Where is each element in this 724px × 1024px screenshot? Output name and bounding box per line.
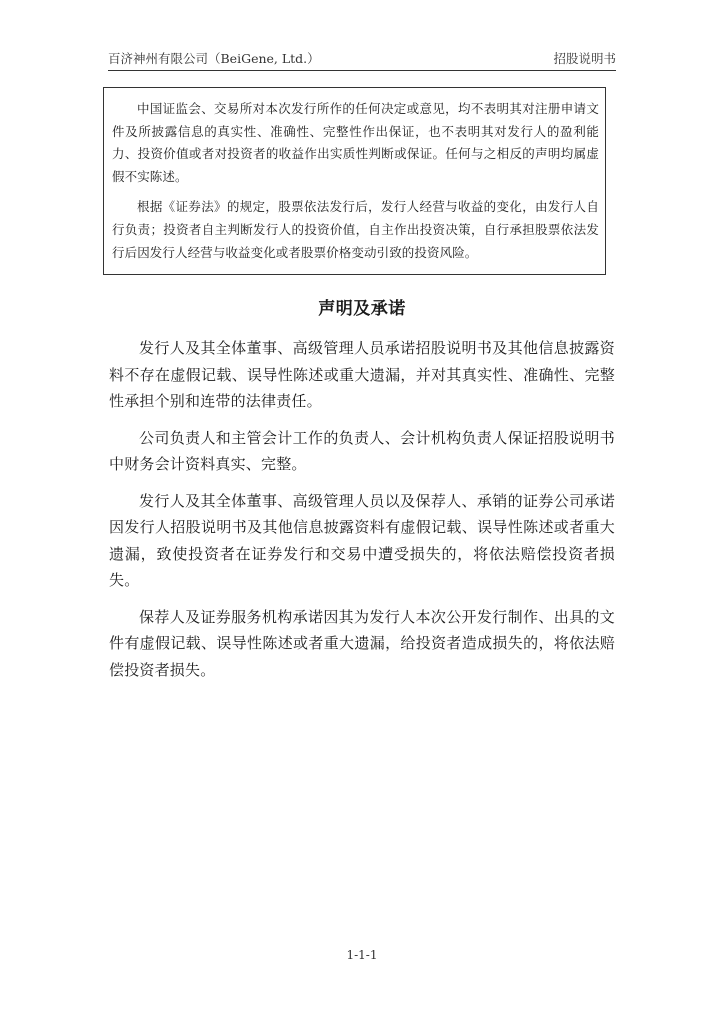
header-company-name: 百济神州有限公司（BeiGene, Ltd.） <box>108 51 320 66</box>
header-document-type: 招股说明书 <box>553 51 616 66</box>
declaration-paragraph: 保荐人及证券服务机构承诺因其为发行人本次公开发行制作、出具的文件有虚假记载、误导性陈述或者重大遗漏，给投资者造成损失的，将依法赔偿投资者损失。 <box>109 607 615 679</box>
declaration-paragraph: 发行人及其全体董事、高级管理人员以及保荐人、承销的证券公司承诺因发行人招股说明书及其他信息披露资料有虚假记载、误导性陈述或者重大遗漏，致使投资者在证券发行和交易中遭受损失的，将依法赔偿投资者损失。 <box>109 491 615 589</box>
declaration-body <box>109 335 615 683</box>
notice-paragraph: 中国证监会、交易所对本次发行所作的任何决定或意见，均不表明其对注册申请文件及所披露信息的真实性、准确性、完整性作出保证，也不表明其对发行人的盈利能力、投资价值或者对投资者的收益作出实质性判断或保证。任何与之相反的声明均属虚假不实陈述。 <box>112 101 599 184</box>
notice-paragraph: 根据《证券法》的规定，股票依法发行后，发行人经营与收益的变化，由发行人自行负责；投资者自主判断发行人的投资价值，自主作出投资决策，自行承担股票依法发行后因发行人经营与收益变化或者股票价格变动引致的投资风险。 <box>112 199 599 260</box>
declaration-paragraph: 公司负责人和主管会计工作的负责人、会计机构负责人保证招股说明书中财务会计资料真实、完整。 <box>109 428 615 473</box>
section-title: 声明及承诺 <box>318 299 406 319</box>
page-number: 1-1-1 <box>346 948 378 962</box>
declaration-paragraph: 发行人及其全体董事、高级管理人员承诺招股说明书及其他信息披露资料不存在虚假记载、误导性陈述或重大遗漏，并对其真实性、准确性、完整性承担个别和连带的法律责任。 <box>109 339 615 410</box>
page-header <box>108 48 616 71</box>
regulatory-notice-box <box>103 87 606 275</box>
